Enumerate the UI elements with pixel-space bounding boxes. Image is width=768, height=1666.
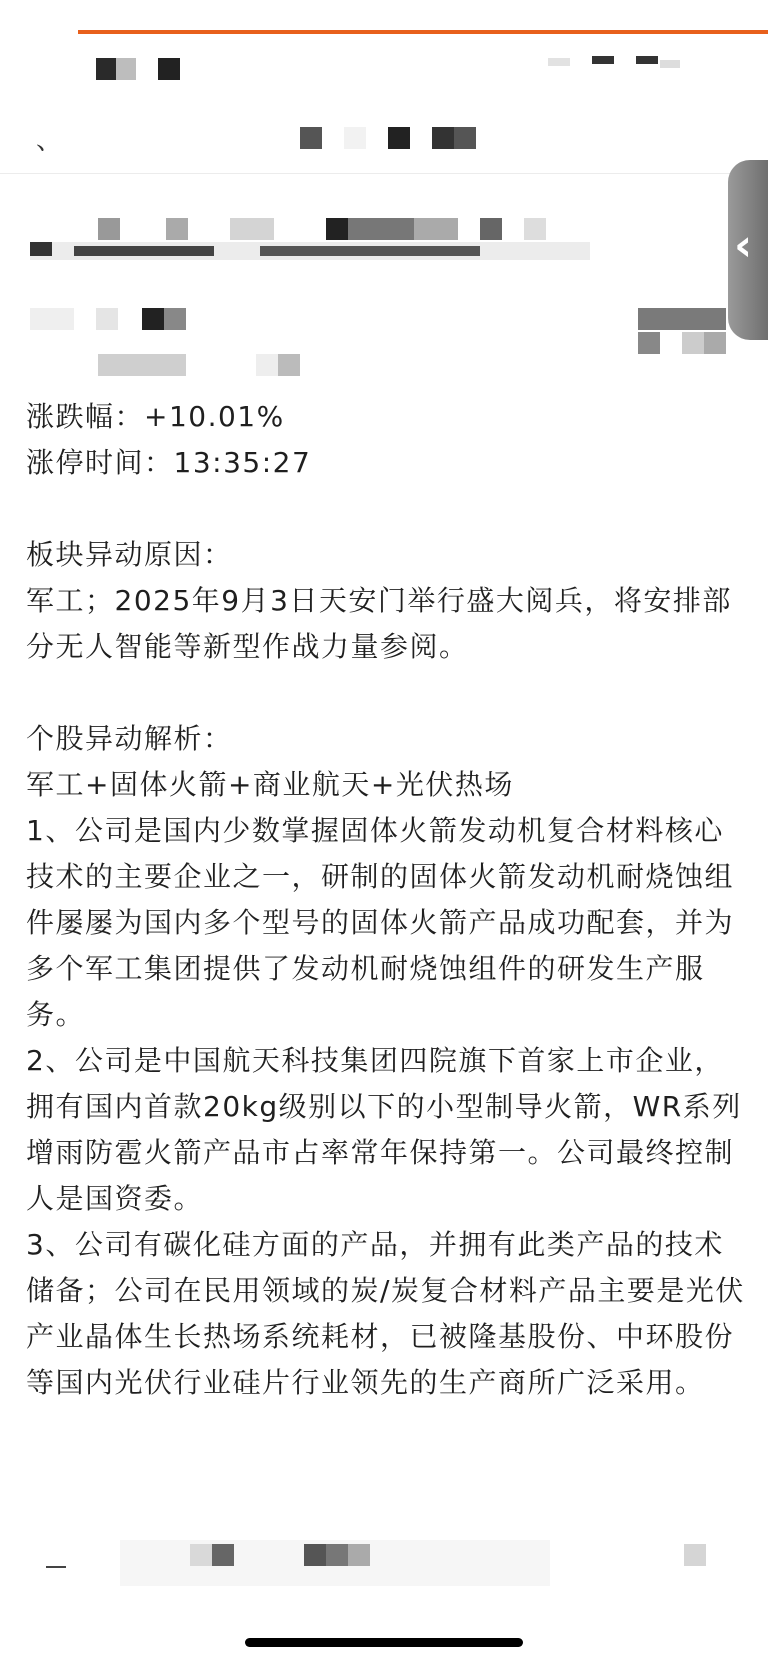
header xyxy=(0,34,768,174)
theme-tags: 军工+固体火箭+商业航天+光伏热场 xyxy=(26,768,514,801)
analysis-point-1: 1、公司是国内少数掌握固体火箭发动机复合材料核心技术的主要企业之一，研制的固体火箭发动机耐烧蚀组件屡屡为国内多个型号的固体火箭产品成功配套，并为多个军工集团提供了发动机耐烧蚀组件的研发生产服务。 xyxy=(26,814,735,1031)
redacted-date xyxy=(256,354,302,378)
article-body xyxy=(26,394,748,1406)
redacted-header-right xyxy=(548,56,688,70)
change-line: 涨跌幅：+10.01% xyxy=(26,400,285,433)
redacted-username xyxy=(96,58,186,82)
comment-icon[interactable] xyxy=(46,1566,66,1568)
chevron-left-icon: ‹ xyxy=(734,220,753,271)
header-divider xyxy=(0,173,768,174)
back-chevron-icon[interactable]: 、 xyxy=(36,126,63,156)
redacted-bottom-actions xyxy=(190,1544,710,1568)
limit-time-line: 涨停时间：13:35:27 xyxy=(26,446,312,479)
sector-reason-title: 板块异动原因： xyxy=(26,538,233,571)
analysis-point-2: 2、公司是中国航天科技集团四院旗下首家上市企业，拥有国内首款20kg级别以下的小型制导火箭，WR系列增雨防雹火箭产品市占率常年保持第一。公司最终控制人是国资委。 xyxy=(26,1044,742,1215)
analysis-point-3: 3、公司有碳化硅方面的产品，并拥有此类产品的技术储备；公司在民用领域的炭/炭复合材料产品主要是光伏产业晶体生长热场系统耗材，已被隆基股份、中环股份等国内光伏行业硅片行业领先的生产商所广泛采用。 xyxy=(26,1228,745,1399)
spacer xyxy=(26,486,748,532)
redacted-follow-area xyxy=(638,308,728,354)
redacted-header-title xyxy=(300,127,480,151)
home-indicator[interactable] xyxy=(245,1638,523,1647)
redacted-author xyxy=(30,308,200,378)
side-drawer-tab[interactable] xyxy=(728,160,768,340)
redacted-article-title xyxy=(30,218,590,264)
sector-reason-text: 军工；2025年9月3日天安门举行盛大阅兵，将安排部分无人智能等新型作战力量参阅。 xyxy=(26,584,732,663)
spacer xyxy=(26,670,748,716)
stock-analysis-title: 个股异动解析： xyxy=(26,722,233,755)
